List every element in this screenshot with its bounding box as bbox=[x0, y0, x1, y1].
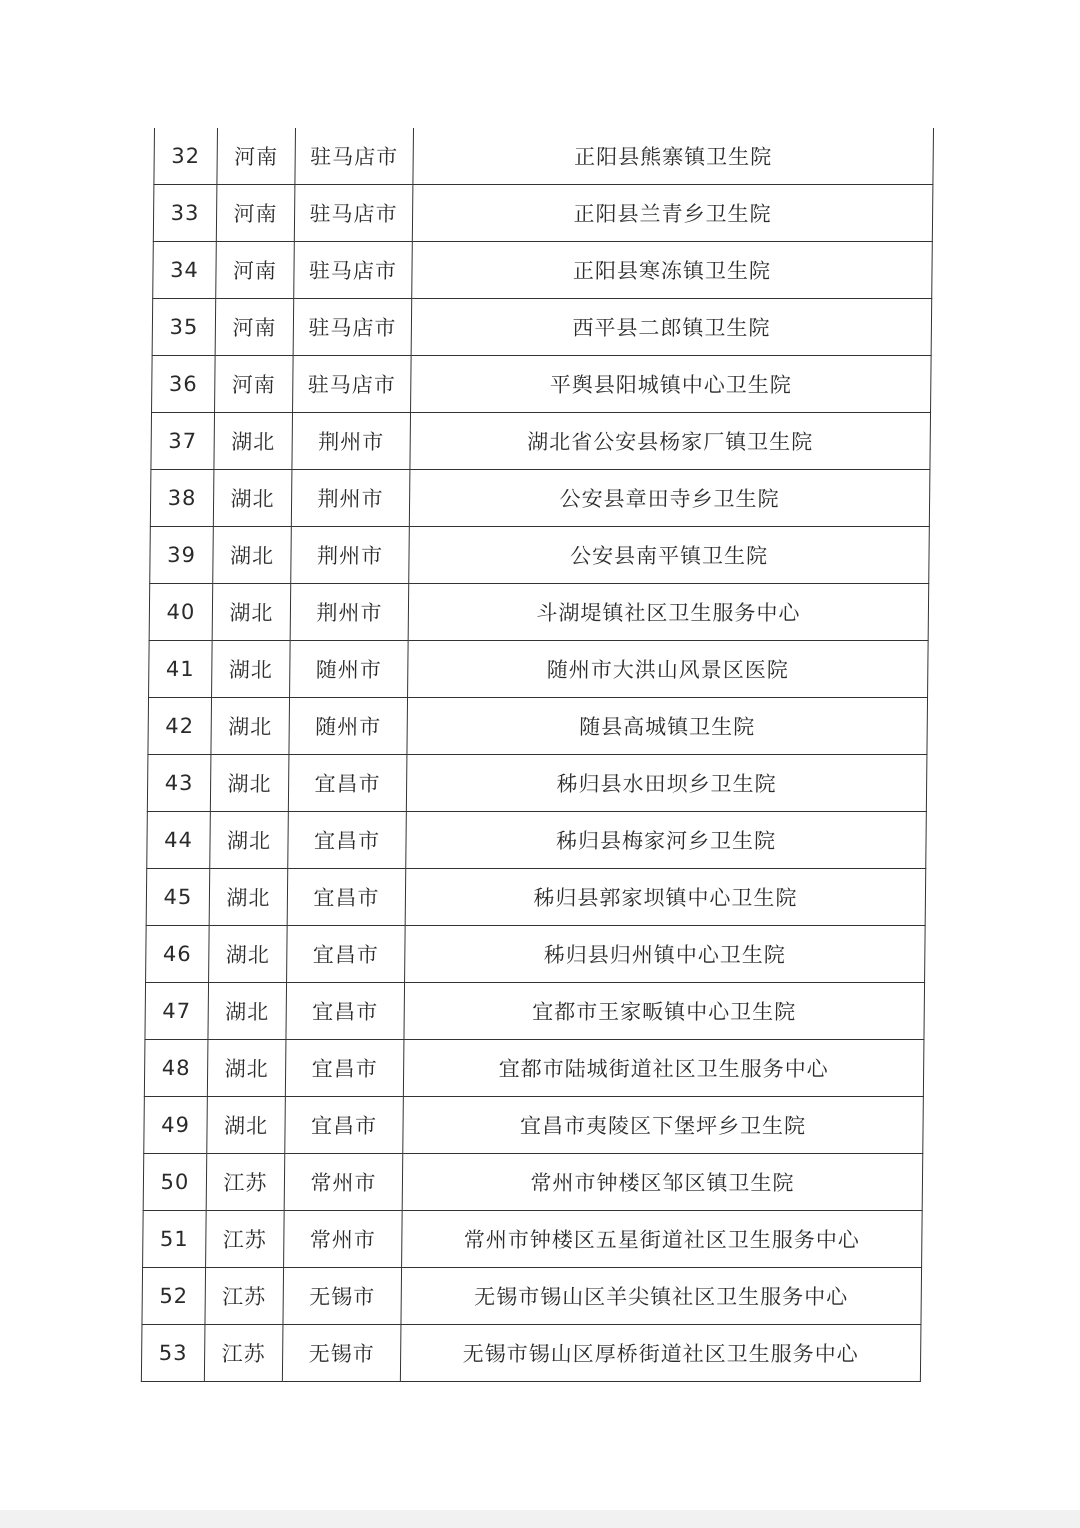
table-row bbox=[150, 527, 930, 584]
cell-city: 驻马店市 bbox=[294, 242, 413, 299]
cell-number: 40 bbox=[149, 584, 213, 641]
cell-province: 湖北 bbox=[209, 926, 288, 983]
health-institution-table bbox=[141, 128, 934, 1382]
cell-province: 江苏 bbox=[204, 1325, 283, 1382]
cell-number: 33 bbox=[153, 185, 217, 242]
cell-institution: 公安县南平镇卫生院 bbox=[409, 527, 930, 584]
cell-province: 河南 bbox=[216, 242, 295, 299]
cell-number: 53 bbox=[141, 1325, 205, 1382]
cell-province: 江苏 bbox=[206, 1154, 285, 1211]
cell-number: 45 bbox=[146, 869, 210, 926]
cell-city: 荆州市 bbox=[290, 584, 409, 641]
cell-city: 驻马店市 bbox=[294, 185, 413, 242]
cell-institution: 宜昌市夷陵区下堡坪乡卫生院 bbox=[403, 1097, 924, 1154]
cell-province: 湖北 bbox=[210, 812, 289, 869]
cell-province: 江苏 bbox=[205, 1268, 284, 1325]
cell-number: 38 bbox=[150, 470, 214, 527]
cell-number: 35 bbox=[152, 299, 216, 356]
cell-institution: 随县高城镇卫生院 bbox=[407, 698, 928, 755]
table-row bbox=[150, 470, 930, 527]
table-row bbox=[151, 413, 931, 470]
table-row bbox=[146, 926, 926, 983]
table-row bbox=[143, 1211, 923, 1268]
cell-institution: 常州市钟楼区邹区镇卫生院 bbox=[402, 1154, 923, 1211]
table-row bbox=[143, 1154, 923, 1211]
cell-institution: 常州市钟楼区五星街道社区卫生服务中心 bbox=[402, 1211, 923, 1268]
cell-institution: 宜都市王家畈镇中心卫生院 bbox=[404, 983, 925, 1040]
cell-province: 河南 bbox=[215, 356, 294, 413]
cell-number: 34 bbox=[153, 242, 217, 299]
cell-city: 驻马店市 bbox=[293, 299, 412, 356]
cell-province: 湖北 bbox=[207, 1040, 286, 1097]
health-institution-table-container bbox=[141, 128, 929, 1382]
cell-city: 宜昌市 bbox=[285, 1040, 404, 1097]
cell-city: 宜昌市 bbox=[286, 983, 405, 1040]
cell-city: 宜昌市 bbox=[285, 1097, 404, 1154]
cell-city: 随州市 bbox=[290, 641, 409, 698]
cell-province: 河南 bbox=[217, 128, 296, 185]
cell-institution: 无锡市锡山区羊尖镇社区卫生服务中心 bbox=[401, 1268, 922, 1325]
cell-city: 宜昌市 bbox=[288, 755, 407, 812]
table-row bbox=[146, 869, 926, 926]
cell-institution: 斗湖堤镇社区卫生服务中心 bbox=[408, 584, 929, 641]
cell-city: 驻马店市 bbox=[293, 356, 412, 413]
cell-number: 51 bbox=[143, 1211, 207, 1268]
table-row bbox=[153, 185, 933, 242]
cell-number: 32 bbox=[154, 128, 218, 185]
table-row bbox=[153, 242, 933, 299]
cell-province: 湖北 bbox=[214, 413, 293, 470]
table-row bbox=[152, 356, 932, 413]
cell-number: 41 bbox=[149, 641, 213, 698]
cell-institution: 正阳县熊寨镇卫生院 bbox=[413, 128, 934, 185]
cell-city: 荆州市 bbox=[291, 527, 410, 584]
cell-number: 47 bbox=[145, 983, 209, 1040]
cell-number: 48 bbox=[144, 1040, 208, 1097]
cell-institution: 公安县章田寺乡卫生院 bbox=[409, 470, 930, 527]
cell-province: 江苏 bbox=[206, 1211, 285, 1268]
cell-city: 无锡市 bbox=[283, 1268, 402, 1325]
cell-province: 湖北 bbox=[213, 527, 292, 584]
cell-city: 驻马店市 bbox=[295, 128, 414, 185]
cell-province: 河南 bbox=[215, 299, 294, 356]
cell-city: 宜昌市 bbox=[287, 926, 406, 983]
cell-number: 46 bbox=[146, 926, 210, 983]
cell-number: 39 bbox=[150, 527, 214, 584]
table-row bbox=[147, 812, 927, 869]
cell-province: 河南 bbox=[216, 185, 295, 242]
cell-number: 36 bbox=[152, 356, 216, 413]
table-row bbox=[154, 128, 934, 185]
cell-city: 荆州市 bbox=[291, 470, 410, 527]
cell-institution: 秭归县梅家河乡卫生院 bbox=[406, 812, 927, 869]
table-row bbox=[144, 1097, 924, 1154]
table-body bbox=[141, 128, 933, 1382]
table-row bbox=[149, 641, 929, 698]
cell-number: 37 bbox=[151, 413, 215, 470]
cell-city: 宜昌市 bbox=[287, 869, 406, 926]
table-row bbox=[152, 299, 932, 356]
cell-city: 荆州市 bbox=[292, 413, 411, 470]
cell-institution: 湖北省公安县杨家厂镇卫生院 bbox=[410, 413, 931, 470]
cell-province: 湖北 bbox=[213, 470, 292, 527]
cell-city: 随州市 bbox=[289, 698, 408, 755]
cell-province: 湖北 bbox=[212, 584, 291, 641]
cell-institution: 西平县二郎镇卫生院 bbox=[411, 299, 932, 356]
cell-number: 50 bbox=[143, 1154, 207, 1211]
cell-institution: 无锡市锡山区厚桥街道社区卫生服务中心 bbox=[400, 1325, 921, 1382]
table-row bbox=[142, 1268, 922, 1325]
cell-institution: 平舆县阳城镇中心卫生院 bbox=[411, 356, 932, 413]
cell-institution: 秭归县郭家坝镇中心卫生院 bbox=[405, 869, 926, 926]
cell-institution: 宜都市陆城街道社区卫生服务中心 bbox=[403, 1040, 924, 1097]
table-row bbox=[141, 1325, 921, 1382]
cell-institution: 秭归县水田坝乡卫生院 bbox=[406, 755, 927, 812]
cell-city: 常州市 bbox=[284, 1154, 403, 1211]
cell-province: 湖北 bbox=[207, 1097, 286, 1154]
cell-city: 常州市 bbox=[284, 1211, 403, 1268]
cell-province: 湖北 bbox=[208, 983, 287, 1040]
cell-number: 49 bbox=[144, 1097, 208, 1154]
cell-institution: 正阳县兰青乡卫生院 bbox=[412, 185, 933, 242]
scan-bottom-edge bbox=[0, 1510, 1080, 1528]
table-row bbox=[148, 698, 928, 755]
cell-province: 湖北 bbox=[210, 755, 289, 812]
cell-number: 44 bbox=[147, 812, 211, 869]
cell-province: 湖北 bbox=[212, 641, 291, 698]
cell-number: 52 bbox=[142, 1268, 206, 1325]
table-row bbox=[147, 755, 927, 812]
cell-province: 湖北 bbox=[211, 698, 290, 755]
cell-number: 42 bbox=[148, 698, 212, 755]
cell-number: 43 bbox=[147, 755, 211, 812]
cell-city: 无锡市 bbox=[282, 1325, 401, 1382]
cell-province: 湖北 bbox=[209, 869, 288, 926]
cell-institution: 正阳县寒冻镇卫生院 bbox=[412, 242, 933, 299]
cell-city: 宜昌市 bbox=[288, 812, 407, 869]
cell-institution: 随州市大洪山风景区医院 bbox=[408, 641, 929, 698]
cell-institution: 秭归县归州镇中心卫生院 bbox=[405, 926, 926, 983]
table-row bbox=[145, 983, 925, 1040]
table-row bbox=[149, 584, 929, 641]
table-row bbox=[144, 1040, 924, 1097]
